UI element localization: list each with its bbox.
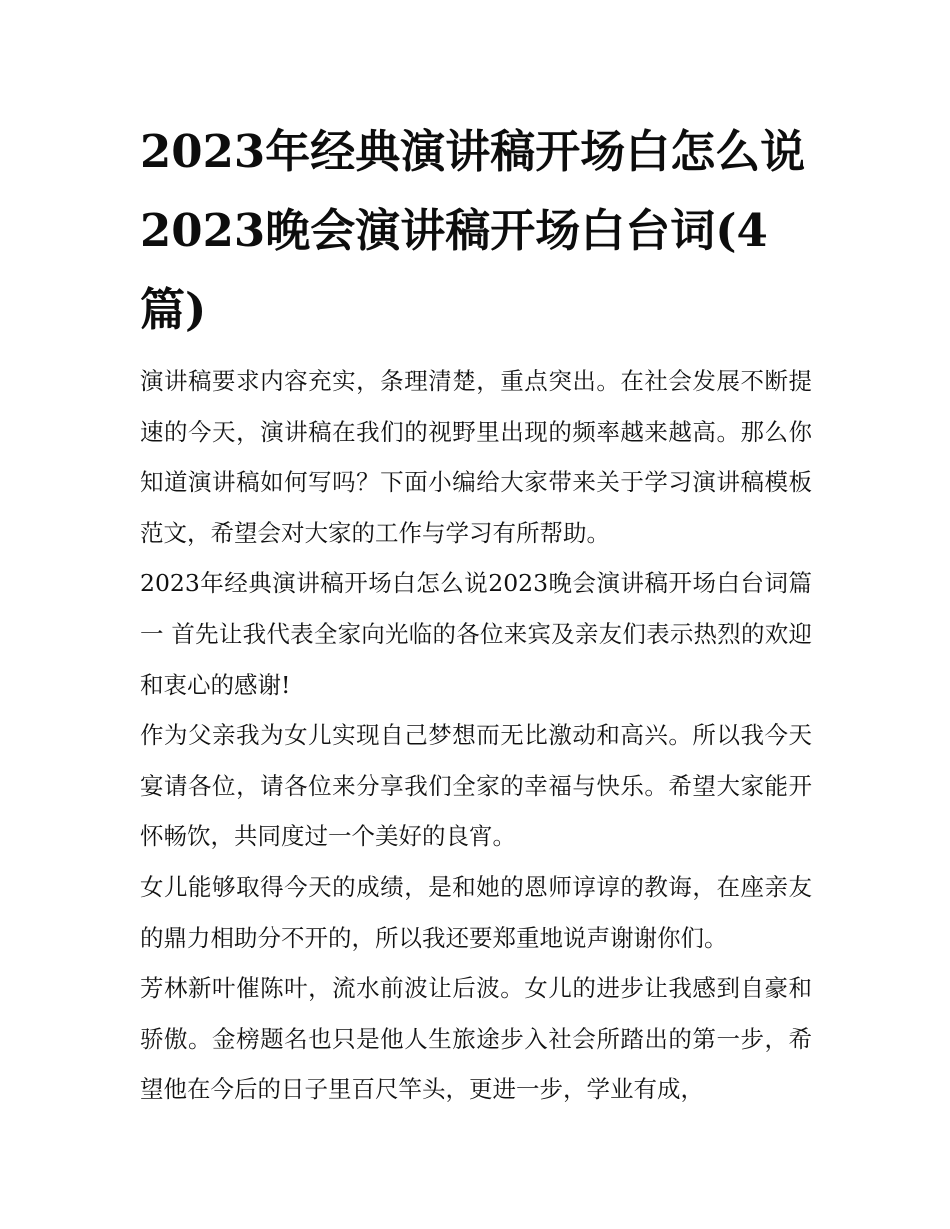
intro-paragraph: 演讲稿要求内容充实，条理清楚，重点突出。在社会发展不断提速的今天，演讲稿在我们的视野里出现的频率越来越高。那么你知道演讲稿如何写吗？下面小编给大家带来关于学习演讲稿模板范文，希望会对大家的工作与学习有所帮助。 <box>140 367 812 547</box>
document-title: 2023年经典演讲稿开场白怎么说2023晚会演讲稿开场白台词(4篇) <box>140 125 806 336</box>
body-paragraph: 女儿能够取得今天的成绩，是和她的恩师谆谆的教诲，在座亲友的鼎力相助分不开的，所以我还要郑重地说声谢谢你们。 <box>140 872 812 952</box>
document-body <box>140 356 812 1115</box>
body-paragraph: 芳林新叶催陈叶，流水前波让后波。女儿的进步让我感到自豪和骄傲。金榜题名也只是他人生旅途步入社会所踏出的第一步，希望他在今后的日子里百尺竿头，更进一步，学业有成， <box>140 974 812 1104</box>
body-paragraph: 作为父亲我为女儿实现自己梦想而无比激动和高兴。所以我今天宴请各位，请各位来分享我们全家的幸福与快乐。希望大家能开怀畅饮，共同度过一个美好的良宵。 <box>140 721 812 851</box>
section-heading-paragraph: 2023年经典演讲稿开场白怎么说2023晚会演讲稿开场白台词篇一 首先让我代表全家向光临的各位来宾及亲友们表示热烈的欢迎和衷心的感谢! <box>140 569 812 699</box>
